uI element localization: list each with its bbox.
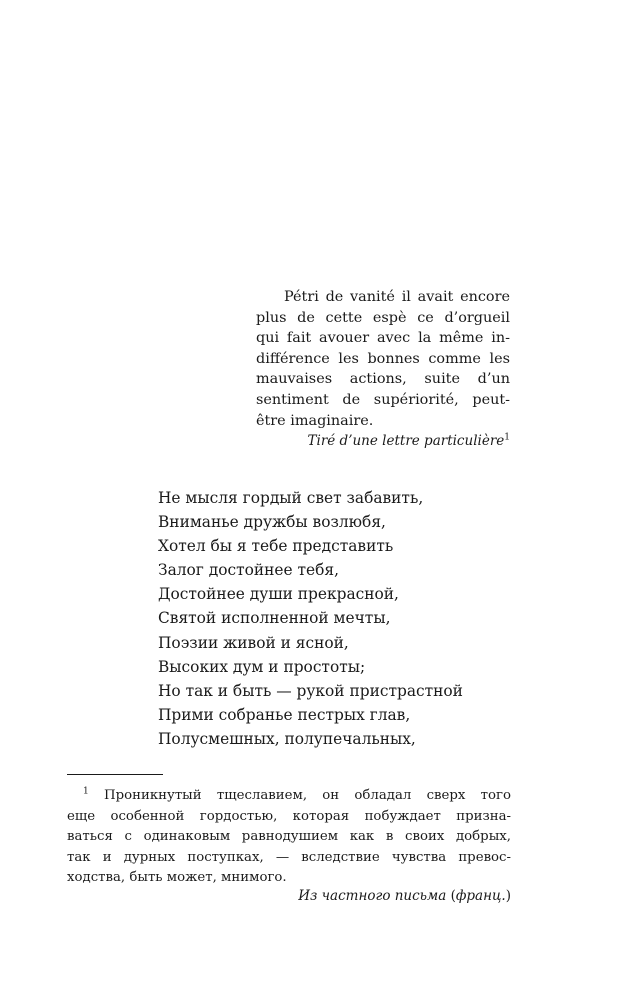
footnote-marker: 1 [83,786,89,797]
footnote [67,786,511,889]
epigraph-line: mauvaises actions, suite d’un [256,371,510,388]
footnote-line: еще особенной гордостью, которая побуждает призна- [67,808,511,824]
poem-stanza [158,486,518,751]
poem-line: Поэзии живой и ясной, [158,633,349,652]
epigraph-line: différence les bonnes comme les [256,350,510,367]
epigraph-source-text: Tiré d’une lettre particulière [307,433,505,449]
epigraph [256,287,510,431]
poem-line: Прими собранье пестрых глав, [158,705,411,724]
epigraph-line: être imaginaire. [256,412,374,429]
footnote-line: так и дурных поступках, — вследствие чувства превос- [67,849,511,865]
epigraph-source [256,432,510,450]
footnote-divider [67,774,163,775]
footnote-source-main: Из частного письма [298,888,447,904]
poem-line: Полусмешных, полупечальных, [158,729,416,748]
epigraph-line: qui fait avouer avec la même in- [256,330,510,347]
poem-line: Залог достойнее тебя, [158,561,340,580]
footnote-source: Из частного письма (франц.) [298,888,511,904]
epigraph-line: plus de cette espè ce d’orgueil [256,309,510,326]
poem-line: Вниманье дружбы возлюбя, [158,513,386,532]
poem-line: Но так и быть — рукой пристрастной [158,681,463,700]
footnote-source-language: франц. [455,888,506,904]
footnote-line: ходства, быть может, мнимого. [67,870,287,885]
footnote-line: ваться с одинаковым равнодушием как в своих добрых, [67,829,511,844]
poem-line: Высоких дум и простоты; [158,657,366,676]
footnote-line-text: Проникнутый тщеславием, он обладал сверх того [103,788,511,803]
epigraph-line: sentiment de supériorité, peut- [256,391,510,408]
poem-line: Достойнее души прекрасной, [158,585,399,604]
poem-line: Хотел бы я тебе представить [158,537,394,556]
poem-line: Не мысля гордый свет забавить, [158,489,424,507]
footnote-line [67,786,511,807]
poem-line: Святой исполненной мечты, [158,609,391,628]
footnote-reference: 1 [504,432,510,443]
epigraph-line: Pétri de vanité il avait encore [284,289,510,305]
